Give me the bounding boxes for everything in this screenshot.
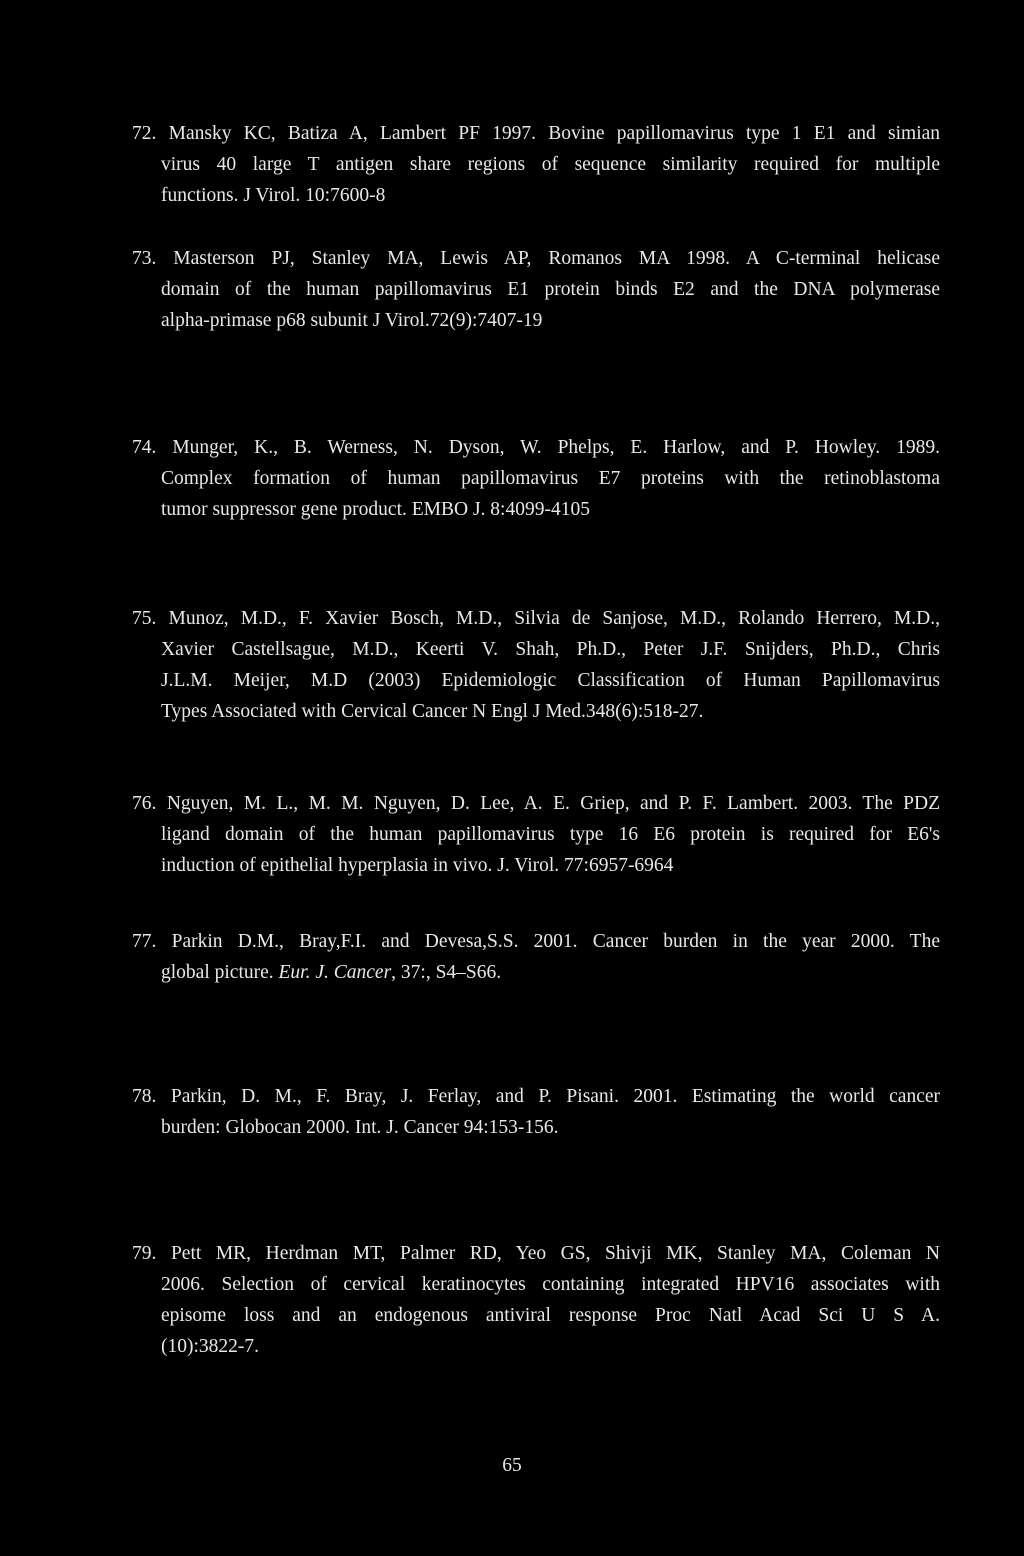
reference-text-line: ligand domain of the human papillomavirus type 16 E6 protein is required for E6's — [161, 824, 940, 845]
reference-text-line: (10):3822-7. — [161, 1336, 260, 1357]
reference-text-line: 2006. Selection of cervical keratinocytes containing integrated HPV16 associates with — [161, 1274, 940, 1295]
reference-number: 73. — [132, 248, 157, 269]
reference-text-line: global picture. Eur. J. Cancer, 37:, S4–S66. — [161, 962, 502, 983]
reference-77 — [132, 926, 940, 988]
reference-number: 77. — [132, 931, 157, 952]
reference-number: 74. — [132, 437, 157, 458]
reference-text-line: induction of epithelial hyperplasia in vivo. J. Virol. 77:6957-6964 — [161, 855, 674, 876]
reference-text-line: virus 40 large T antigen share regions of sequence similarity required for multiple — [161, 154, 940, 175]
reference-text-line: Masterson PJ, Stanley MA, Lewis AP, Romanos MA 1998. A C-terminal helicase — [173, 248, 941, 269]
reference-text-line: domain of the human papillomavirus E1 protein binds E2 and the DNA polymerase — [161, 279, 940, 300]
reference-text-line: functions. J Virol. 10:7600-8 — [161, 185, 386, 206]
reference-text-line: Pett MR, Herdman MT, Palmer RD, Yeo GS, Shivji MK, Stanley MA, Coleman N — [170, 1243, 940, 1264]
reference-72 — [132, 118, 940, 211]
reference-number: 75. — [132, 608, 157, 629]
reference-text-line: Nguyen, M. L., M. M. Nguyen, D. Lee, A. E. Griep, and P. F. Lambert. 2003. The PDZ — [166, 793, 941, 814]
reference-text-line: Complex formation of human papillomavirus E7 proteins with the retinoblastoma — [161, 468, 940, 489]
reference-text-line: J.L.M. Meijer, M.D (2003) Epidemiologic Classification of Human Papillomavirus — [161, 670, 940, 691]
reference-number: 78. — [132, 1086, 157, 1107]
reference-number: 79. — [132, 1243, 157, 1264]
reference-79 — [132, 1238, 940, 1362]
reference-text-line: Munger, K., B. Werness, N. Dyson, W. Phelps, E. Harlow, and P. Howley. 1989. — [172, 437, 941, 458]
reference-78 — [132, 1081, 940, 1143]
reference-text-line: tumor suppressor gene product. EMBO J. 8:4099-4105 — [161, 499, 590, 520]
reference-text-line: burden: Globocan 2000. Int. J. Cancer 94:153-156. — [161, 1117, 559, 1138]
reference-75 — [132, 603, 940, 727]
reference-number: 76. — [132, 793, 157, 814]
reference-73 — [132, 243, 940, 336]
reference-number: 72. — [132, 123, 157, 144]
reference-text-line: episome loss and an endogenous antiviral response Proc Natl Acad Sci U S A. — [161, 1305, 940, 1326]
page-number: 65 — [502, 1455, 522, 1476]
reference-text-line: Parkin D.M., Bray,F.I. and Devesa,S.S. 2001. Cancer burden in the year 2000. The — [171, 931, 941, 952]
reference-74 — [132, 432, 940, 525]
reference-text-line: alpha-primase p68 subunit J Virol.72(9):7407-19 — [161, 310, 543, 331]
reference-text-line: Munoz, M.D., F. Xavier Bosch, M.D., Silvia de Sanjose, M.D., Rolando Herrero, M.D., — [168, 608, 941, 629]
reference-text-line: Types Associated with Cervical Cancer N Engl J Med.348(6):518-27. — [161, 701, 704, 722]
reference-76 — [132, 788, 940, 881]
reference-text-line: Parkin, D. M., F. Bray, J. Ferlay, and P. Pisani. 2001. Estimating the world cancer — [170, 1086, 940, 1107]
reference-text-line: Mansky KC, Batiza A, Lambert PF 1997. Bovine papillomavirus type 1 E1 and simian — [168, 123, 941, 144]
reference-text-line: Xavier Castellsague, M.D., Keerti V. Shah, Ph.D., Peter J.F. Snijders, Ph.D., Chris — [161, 639, 940, 660]
journal-title: Eur. J. Cancer — [278, 962, 392, 983]
